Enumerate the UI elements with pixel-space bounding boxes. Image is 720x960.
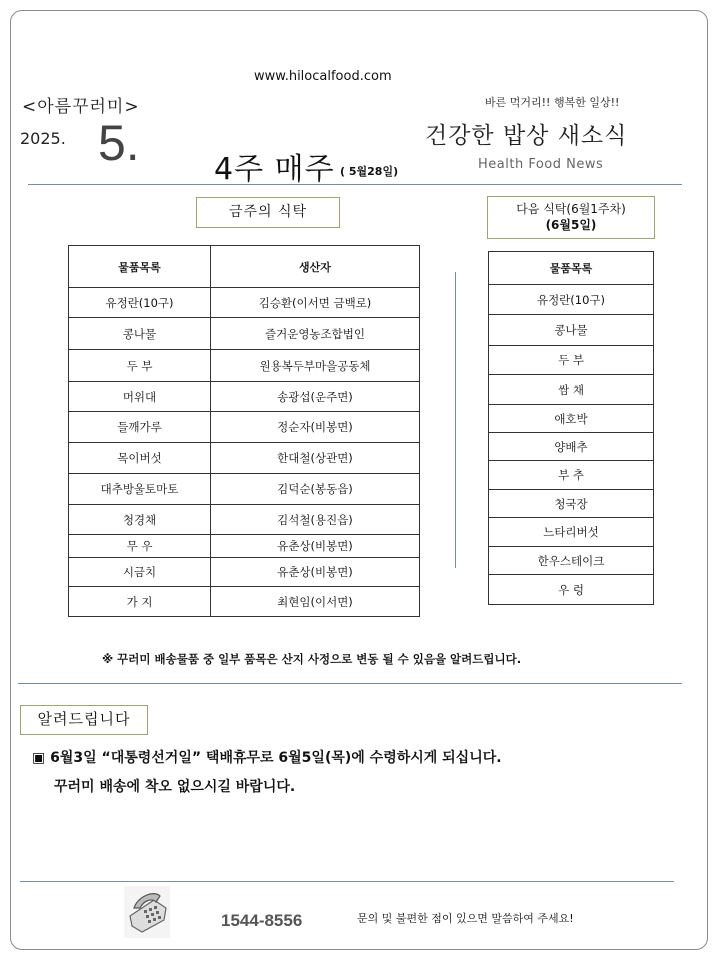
producer-cell: 김덕순(봉동읍) bbox=[211, 474, 420, 505]
table-row bbox=[69, 474, 420, 505]
table-row bbox=[69, 288, 420, 318]
contact-phone: 1544-8556 bbox=[221, 911, 303, 930]
item-name-cell: 콩나물 bbox=[69, 318, 211, 350]
producer-cell: 즐거운영농조합법인 bbox=[211, 318, 420, 350]
producer-cell: 유춘상(비봉면) bbox=[211, 558, 420, 587]
item-name-cell: 가 지 bbox=[69, 587, 211, 617]
table-row bbox=[489, 461, 654, 490]
producer-cell: 김승환(이서면 금백로) bbox=[211, 288, 420, 318]
contact-message: 문의 및 불편한 점이 있으면 말씀하여 주세요! bbox=[357, 912, 574, 925]
table-row bbox=[489, 346, 654, 375]
table-header-row bbox=[69, 246, 420, 288]
table-row bbox=[489, 285, 654, 315]
item-name-cell: 목이버섯 bbox=[69, 443, 211, 474]
slogan: 바른 먹거리!! 행복한 일상!! bbox=[485, 96, 620, 109]
table-row bbox=[69, 443, 420, 474]
table-row bbox=[69, 535, 420, 558]
item-name-cell: 한우스테이크 bbox=[489, 547, 654, 575]
next-week-table bbox=[488, 251, 654, 605]
telephone-icon bbox=[124, 886, 170, 938]
item-name-cell: 쌈 채 bbox=[489, 375, 654, 405]
table-row bbox=[489, 375, 654, 405]
table-row bbox=[489, 433, 654, 461]
item-name-cell: 애호박 bbox=[489, 405, 654, 433]
table-row bbox=[69, 382, 420, 412]
item-name-cell: 청국장 bbox=[489, 490, 654, 518]
column-header-producer: 생산자 bbox=[211, 246, 420, 288]
item-name-cell: 머위대 bbox=[69, 382, 211, 412]
table-row bbox=[69, 318, 420, 350]
issue-month: 5. bbox=[98, 115, 140, 171]
newsletter-title: 건강한 밥상 새소식 bbox=[425, 123, 628, 149]
item-name-cell: 청경채 bbox=[69, 505, 211, 535]
table-row bbox=[489, 547, 654, 575]
table-row bbox=[69, 505, 420, 535]
producer-cell: 원용복두부마을공동체 bbox=[211, 350, 420, 382]
table-row bbox=[69, 350, 420, 382]
announcement-title: 알려드립니다 bbox=[20, 705, 148, 735]
producer-cell: 김석철(용진읍) bbox=[211, 505, 420, 535]
table-row bbox=[489, 405, 654, 433]
producer-cell: 최현임(이서면) bbox=[211, 587, 420, 617]
producer-cell: 유춘상(비봉면) bbox=[211, 535, 420, 558]
item-name-cell: 부 추 bbox=[489, 461, 654, 490]
producer-cell: 한대철(상관면) bbox=[211, 443, 420, 474]
producer-cell: 정순자(비봉면) bbox=[211, 412, 420, 443]
item-name-cell: 우 렁 bbox=[489, 575, 654, 605]
item-name-cell: 양배추 bbox=[489, 433, 654, 461]
item-name-cell: 무 우 bbox=[69, 535, 211, 558]
column-header-items: 물품목록 bbox=[69, 246, 211, 288]
item-name-cell: 유정란(10구) bbox=[69, 288, 211, 318]
this-week-table bbox=[68, 245, 420, 617]
table-row bbox=[69, 412, 420, 443]
table-row bbox=[489, 575, 654, 605]
item-name-cell: 두 부 bbox=[69, 350, 211, 382]
table-row bbox=[489, 490, 654, 518]
item-name-cell: 들깨가루 bbox=[69, 412, 211, 443]
item-name-cell: 시금치 bbox=[69, 558, 211, 587]
next-week-label-line1: 다음 식탁(6월1주차) bbox=[516, 202, 626, 216]
column-divider bbox=[455, 272, 456, 568]
issue-week: 4주 매주 bbox=[214, 152, 335, 187]
item-name-cell: 대추방울토마토 bbox=[69, 474, 211, 505]
column-header-items: 물품목록 bbox=[489, 252, 654, 285]
table-header-row bbox=[489, 252, 654, 285]
footer-divider bbox=[20, 881, 674, 882]
table-row bbox=[489, 518, 654, 547]
item-name-cell: 두 부 bbox=[489, 346, 654, 375]
change-notice: ※ 꾸러미 배송물품 중 일부 품목은 산지 사정으로 변동 될 수 있음을 알려드립니다. bbox=[102, 652, 522, 666]
item-name-cell: 유정란(10구) bbox=[489, 285, 654, 315]
item-name-cell: 느타리버섯 bbox=[489, 518, 654, 547]
newsletter-subtitle: Health Food News bbox=[478, 157, 604, 172]
producer-cell: 송광섭(운주면) bbox=[211, 382, 420, 412]
notice-divider bbox=[18, 683, 682, 684]
issue-week-date: ( 5월28일) bbox=[340, 165, 399, 178]
announcement-line-2: 꾸러미 배송에 착오 없으시길 바랍니다. bbox=[54, 779, 296, 795]
item-name-cell: 콩나물 bbox=[489, 315, 654, 346]
next-week-label-line2: (6월5일) bbox=[545, 218, 597, 232]
header-divider bbox=[28, 184, 682, 185]
website-url: www.hilocalfood.com bbox=[254, 69, 392, 84]
this-week-label: 금주의 식탁 bbox=[196, 197, 340, 228]
table-row bbox=[489, 315, 654, 346]
next-week-label bbox=[487, 196, 655, 239]
table-row bbox=[69, 587, 420, 617]
issue-year: 2025. bbox=[20, 129, 66, 148]
brand-name: <아름꾸러미> bbox=[22, 97, 140, 117]
announcement-line-1: ▣ 6월3일 “대통령선거일” 택배휴무로 6월5일(목)에 수령하시게 되십니다. bbox=[32, 750, 502, 766]
table-row bbox=[69, 558, 420, 587]
